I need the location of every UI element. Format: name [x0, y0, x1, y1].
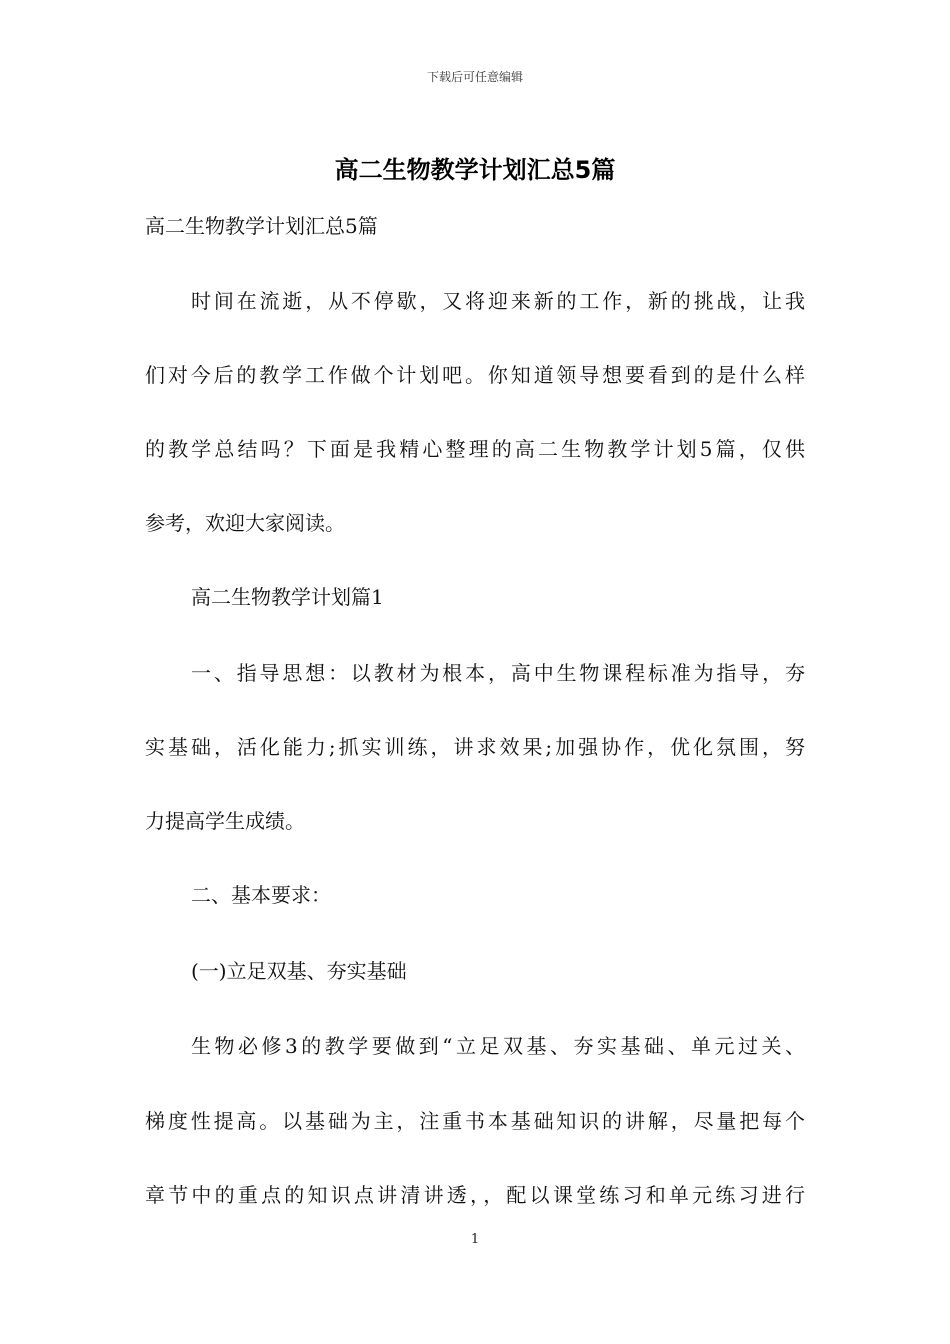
paragraph-line-9: 梯度性提高。以基础为主，注重书本基础知识的讲解，尽量把每个	[145, 1109, 805, 1133]
document-title: 高二生物教学计划汇总5篇	[334, 156, 616, 184]
paragraph-line-6: 实基础，活化能力;抓实训练，讲求效果;加强协作，优化氛围，努	[145, 735, 805, 759]
paragraph-line-2: 们对今后的教学工作做个计划吧。你知道领导想要看到的是什么样	[145, 363, 805, 387]
section-heading-2: 二、基本要求：	[191, 883, 331, 907]
paragraph-line-5: 一、指导思想：以教材为根本，高中生物课程标准为指导，夯	[191, 661, 805, 685]
paragraph-line-10: 章节中的重点的知识点讲清讲透，，配以课堂练习和单元练习进行	[145, 1183, 805, 1207]
section-heading-1: 高二生物教学计划篇1	[191, 585, 384, 609]
subsection-heading-1: (一)立足双基、夯实基础	[191, 959, 407, 983]
paragraph-line-4: 参考，欢迎大家阅读。	[145, 511, 345, 535]
paragraph-line-7: 力提高学生成绩。	[145, 809, 305, 833]
paragraph-line-3: 的教学总结吗？下面是我精心整理的高二生物教学计划5篇，仅供	[145, 437, 805, 461]
page-number: 1	[470, 1232, 480, 1247]
paragraph-line-8: 生物必修3的教学要做到“立足双基、夯实基础、单元过关、	[191, 1034, 805, 1058]
document-subtitle: 高二生物教学计划汇总5篇	[145, 214, 378, 238]
paragraph-line-1: 时间在流逝，从不停歇，又将迎来新的工作，新的挑战，让我	[191, 289, 805, 313]
header-note: 下载后可任意编辑	[426, 70, 523, 84]
